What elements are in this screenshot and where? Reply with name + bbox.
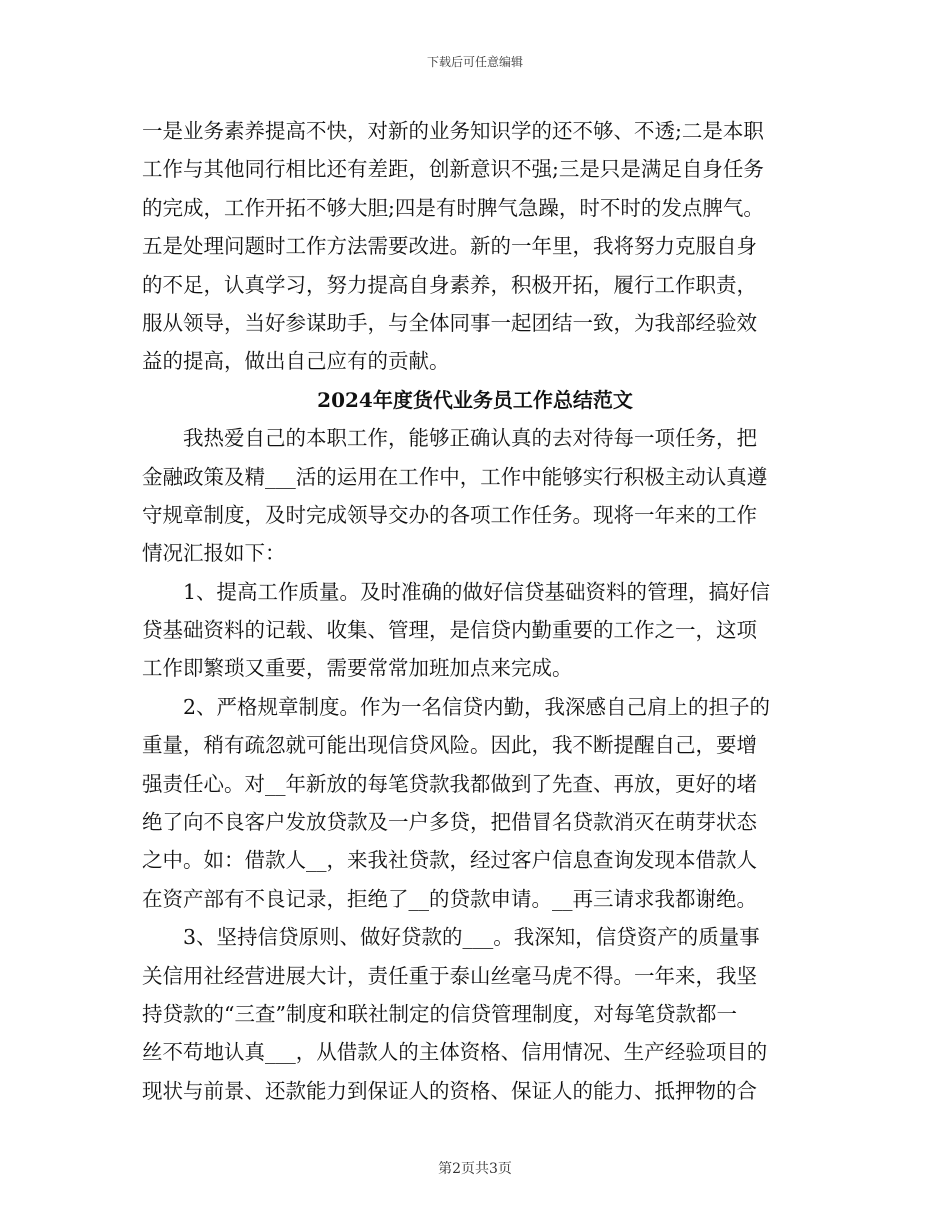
page-header-note: 下载后可任意编辑 bbox=[426, 55, 523, 69]
text-line: 工作与其他同行相比还有差距，创新意识不强;三是只是满足自身任务 bbox=[142, 157, 764, 182]
page-footer-number: 第2页共3页 bbox=[438, 1161, 512, 1177]
document-body bbox=[142, 112, 808, 1110]
section-title: 2024年度货代业务员工作总结范文 bbox=[317, 387, 633, 412]
text-line: 3、坚持信贷原则、做好贷款的___。我深知，信贷资产的质量事 bbox=[142, 925, 760, 950]
text-line: 益的提高，做出自己应有的贡献。 bbox=[142, 349, 450, 374]
text-line: 1、提高工作质量。及时准确的做好信贷基础资料的管理，搞好信 bbox=[142, 579, 771, 604]
text-line: 工作即繁琐又重要，需要常常加班加点来完成。 bbox=[142, 656, 573, 681]
text-line: 金融政策及精___活的运用在工作中，工作中能够实行积极主动认真遵 bbox=[142, 464, 768, 489]
text-line: 重量，稍有疏忽就可能出现信贷风险。因此，我不断提醒自己，要增 bbox=[142, 733, 757, 758]
text-line: 一是业务素养提高不快，对新的业务知识学的还不够、不透;二是本职 bbox=[142, 119, 764, 143]
text-line: 绝了向不良客户发放贷款及一户多贷，把借冒名贷款消灭在萌芽状态 bbox=[142, 810, 757, 835]
text-line: 五是处理问题时工作方法需要改进。新的一年里，我将努力克服自身 bbox=[142, 234, 757, 259]
text-line: 情况汇报如下： bbox=[142, 541, 286, 566]
text-line: 之中。如：借款人__，来我社贷款，经过客户信息查询发现本借款人 bbox=[142, 848, 757, 873]
text-line: 服从领导，当好参谋助手，与全体同事一起团结一致，为我部经验效 bbox=[142, 310, 757, 335]
text-line: 贷基础资料的记载、收集、管理，是信贷内勤重要的工作之一，这项 bbox=[142, 618, 757, 643]
text-line: 强责任心。对__年新放的每笔贷款我都做到了先查、再放，更好的堵 bbox=[142, 771, 757, 796]
text-line: 关信用社经营进展大计，责任重于泰山丝毫马虎不得。一年来，我坚 bbox=[142, 963, 757, 988]
text-line: 现状与前景、还款能力到保证人的资格、保证人的能力、抵押物的合 bbox=[142, 1078, 757, 1103]
text-line: 持贷款的“三查”制度和联社制定的信贷管理制度，对每笔贷款都一 bbox=[142, 1001, 737, 1026]
text-line: 的完成，工作开拓不够大胆;四是有时脾气急躁，时不时的发点脾气。 bbox=[142, 195, 764, 220]
text-line: 我热爱自己的本职工作，能够正确认真的去对待每一项任务，把 bbox=[142, 426, 757, 451]
text-line: 守规章制度，及时完成领导交办的各项工作任务。现将一年来的工作 bbox=[142, 502, 757, 527]
text-line: 丝不苟地认真___，从借款人的主体资格、信用情况、生产经验项目的 bbox=[142, 1040, 768, 1065]
text-line: 2、严格规章制度。作为一名信贷内勤，我深感自己肩上的担子的 bbox=[142, 694, 771, 719]
text-line: 在资产部有不良记录，拒绝了__的贷款申请。__再三请求我都谢绝。 bbox=[142, 886, 757, 911]
text-line: 的不足，认真学习，努力提高自身素养，积极开拓，履行工作职责， bbox=[142, 272, 757, 297]
